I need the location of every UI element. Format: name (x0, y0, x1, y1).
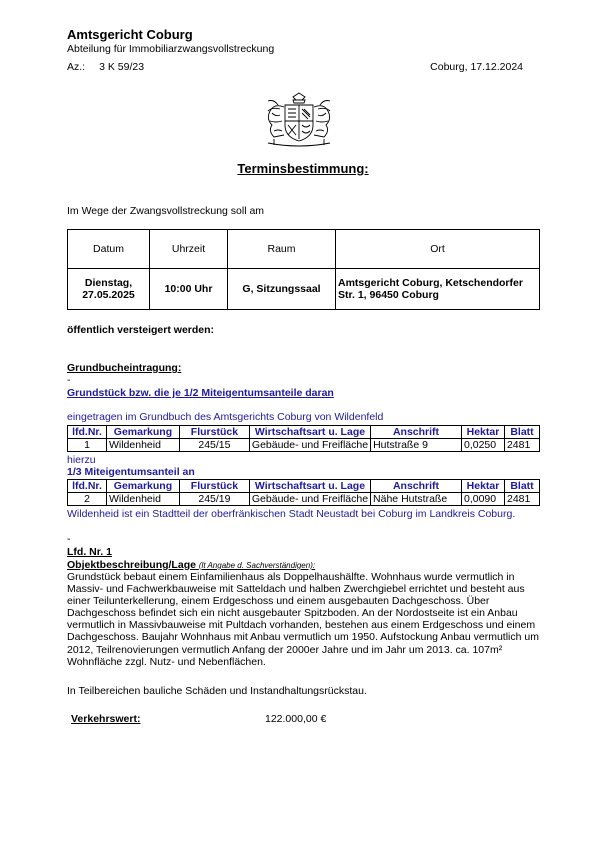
col-blatt: Blatt (504, 426, 539, 439)
court-name: Amtsgericht Coburg (67, 27, 193, 42)
intro-text: Im Wege der Zwangsvollstreckung soll am (67, 205, 265, 217)
header-place: Ort (336, 230, 540, 269)
case-number-label: Az.: (67, 61, 86, 73)
col-wirtschaftsart: Wirtschaftsart u. Lage (249, 480, 370, 493)
court-department: Abteilung für Immobiliarzwangsvollstreckung (67, 43, 275, 55)
cell-hektar: 0,0250 (461, 439, 504, 452)
case-number-value: 3 K 59/23 (99, 61, 145, 73)
object-description-label: Objektbeschreibung/Lage (67, 559, 196, 571)
appointment-table (67, 229, 540, 310)
appointment-time: 10:00 Uhr (150, 269, 228, 310)
place-date: Coburg, 17.12.2024 (430, 61, 523, 73)
col-gemarkung: Gemarkung (106, 480, 179, 493)
appointment-date-value: 27.05.2025 (82, 289, 135, 301)
property-title: Grundstück bzw. die je 1/2 Miteigentumsanteile daran (67, 387, 334, 399)
cell-blatt: 2481 (504, 493, 539, 506)
appointment-date (68, 269, 150, 310)
parcel-table-header (68, 480, 540, 493)
cell-gemarkung: Wildenheid (106, 493, 179, 506)
col-flurstueck: Flurstück (179, 480, 249, 493)
parcel-table-1 (67, 425, 540, 452)
parcel-table-header (68, 426, 540, 439)
cell-lfd-nr: 2 (68, 493, 107, 506)
separator-dash: - (67, 533, 71, 545)
object-description-heading (67, 559, 315, 571)
land-register-heading: Grundbucheintragung: (67, 362, 182, 374)
col-lfd-nr: lfd.Nr. (68, 426, 107, 439)
table-row (68, 493, 540, 506)
location-note: Wildenheid ist ein Stadtteil der oberfränkischen Stadt Neustadt bei Coburg im Landkreis Coburg. (67, 508, 516, 520)
document-title: Terminsbestimmung: (237, 161, 369, 176)
header-date: Datum (68, 230, 150, 269)
col-hektar: Hektar (461, 426, 504, 439)
register-entry-text: eingetragen im Grundbuch des Amtsgerichts Coburg von Wildenfeld (67, 411, 384, 423)
col-anschrift: Anschrift (371, 480, 462, 493)
header-room: Raum (228, 230, 336, 269)
auction-statement: öffentlich versteigert werden: (67, 324, 215, 336)
market-value: 122.000,00 € (265, 713, 327, 725)
col-blatt: Blatt (504, 480, 539, 493)
case-number (67, 61, 144, 73)
cell-flurstueck: 245/15 (179, 439, 249, 452)
col-flurstueck: Flurstück (179, 426, 249, 439)
cell-anschrift: Hutstraße 9 (371, 439, 462, 452)
appointment-place-line1: Amtsgericht Coburg, Ketschendorfer (338, 277, 523, 289)
cell-gemarkung: Wildenheid (106, 439, 179, 452)
market-value-label: Verkehrswert: (71, 713, 141, 725)
appointment-place-line2: Str. 1, 96450 Coburg (338, 289, 439, 301)
cell-hektar: 0,0090 (462, 493, 505, 506)
co-ownership-title: 1/3 Miteigentumsanteil an (67, 466, 195, 478)
appointment-room: G, Sitzungssaal (228, 269, 336, 310)
col-anschrift: Anschrift (371, 426, 462, 439)
table-row (68, 439, 540, 452)
col-lfd-nr: lfd.Nr. (68, 480, 107, 493)
parcel-table-2 (67, 479, 540, 506)
lfd-nr-heading: Lfd. Nr. 1 (67, 546, 112, 558)
bavarian-coat-of-arms-icon (258, 91, 340, 149)
cell-anschrift: Nähe Hutstraße (371, 493, 462, 506)
separator-dash: - (67, 374, 71, 386)
cell-lfd-nr: 1 (68, 439, 107, 452)
header-time: Uhrzeit (150, 230, 228, 269)
cell-wirtschaftsart: Gebäude- und Freifläche (249, 439, 370, 452)
additional-text: hierzu (67, 454, 96, 466)
cell-blatt: 2481 (504, 439, 539, 452)
col-gemarkung: Gemarkung (106, 426, 179, 439)
appointment-place (336, 269, 540, 310)
cell-flurstueck: 245/19 (179, 493, 249, 506)
col-wirtschaftsart: Wirtschaftsart u. Lage (249, 426, 370, 439)
object-description: Grundstück bebaut einem Einfamilienhaus als Doppelhaushälfte. Wohnhaus wurde vermutlich in Massiv- und Fachwerkbauweise mit Satteldach und halben Zwerchgiebel errichtet und besteht aus einer Teilunterkellerung, einem Erdgeschoss und einem ausgebauten Dachgeschoss. Über Dachgeschoss befindet sich ein nicht ausgebauter Spitzboden. An der Nordostseite ist ein Anbau vermutlich in Massivbauweise mit Pultdach vorhanden, bestehen aus einem Erdgeschoss und einem Dachgeschoss. Baujahr Wohnhaus mit Anbau vermutlich um 1950. Aufstockung Anbau vermutlich um 2012, Teilrenovierungen vermutlich Anfang der 2000er Jahre und im Jahr um 2013. ca. 107m² Wohnfläche zzgl. Nutz- und Nebenflächen. (67, 571, 539, 668)
damage-note: In Teilbereichen bauliche Schäden und Instandhaltungsrückstau. (67, 685, 367, 697)
appointment-weekday: Dienstag, (84, 277, 133, 289)
col-hektar: Hektar (462, 480, 505, 493)
appointment-table-header (68, 230, 540, 269)
appointment-table-row (68, 269, 540, 310)
cell-wirtschaftsart: Gebäude- und Freifläche (249, 493, 370, 506)
object-description-source: (lt Angabe d. Sachverständigen): (198, 561, 316, 570)
